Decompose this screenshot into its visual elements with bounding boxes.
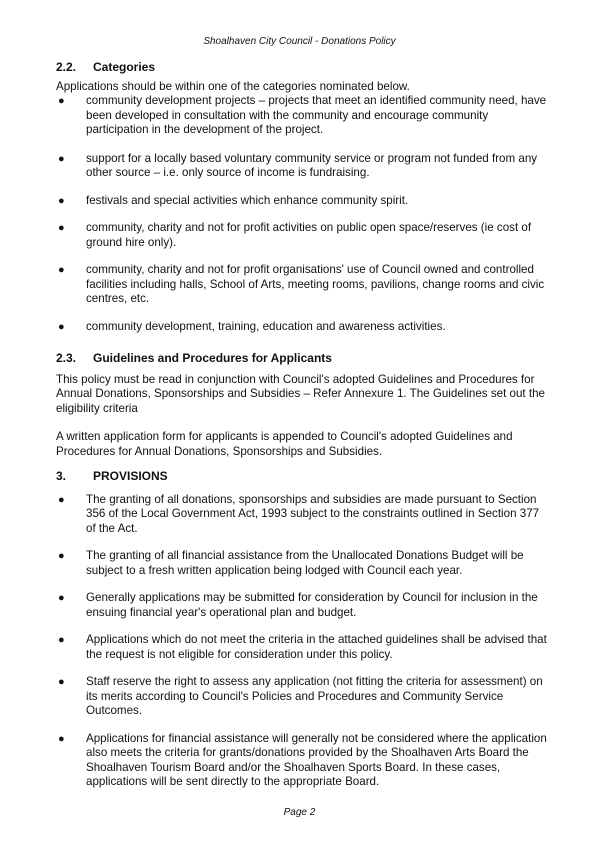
bullet-icon: ● (58, 95, 65, 107)
page-number: Page 2 (283, 807, 316, 818)
bullet-icon: ● (58, 152, 65, 165)
list-item: ● community, charity and not for profit activities on public open space/reserves (ie cost of ground hire only). (58, 221, 532, 249)
section-2-3-heading (56, 351, 548, 366)
categories-intro: Applications should be within one of the categories nominated below. (56, 79, 410, 93)
guidelines-paragraph-2: A written application form for applicants is appended to Council's adopted Guidelines and Procedures for Annual Donations, Sponsorships and Subsidies. (56, 430, 513, 458)
bullet-icon: ● (58, 676, 65, 688)
document-body (56, 60, 548, 790)
categories-list (56, 94, 548, 334)
section-3-heading (56, 469, 548, 484)
guidelines-paragraph-1: This policy must be read in conjunction with Council's adopted Guidelines and Procedures for Annual Donations, Sponsorships and Subsidies – Refer Annexure 1. The Guidelines set out the eligibility criteria (56, 372, 545, 415)
page-header: Shoalhaven City Council - Donations Policy (203, 36, 396, 47)
list-item: ● The granting of all financial assistance from the Unallocated Donations Budget will be subject to a fresh written application being lodged with Council each year. (58, 549, 524, 577)
list-item: ● Staff reserve the right to assess any application (not fitting the criteria for assessment) on its merits according to Council's Policies and Procedures and Community Service Outcomes. (58, 675, 543, 717)
provisions-list (56, 493, 548, 790)
list-item: ● support for a locally based voluntary community service or program not funded from any other source – i.e. only source of income is fundraising. (58, 151, 538, 179)
list-item: ● community development projects – projects that meet an identified community need, have been developed in consultation with the community and encourage community participation in the development of the project. (58, 94, 547, 136)
bullet-icon: ● (58, 222, 65, 234)
bullet-icon: ● (58, 592, 65, 604)
section-title: Categories (93, 60, 156, 74)
bullet-icon: ● (58, 493, 65, 506)
bullet-icon: ● (58, 264, 65, 276)
list-item: ● The granting of all donations, sponsorships and subsidies are made pursuant to Section 356 of the Local Government Act, 1993 subject to the constraints outlined in Section 377 of the Act. (58, 492, 540, 535)
bullet-icon: ● (58, 194, 65, 207)
section-title: Guidelines and Procedures for Applicants (93, 351, 332, 365)
bullet-icon: ● (58, 732, 65, 745)
section-number: 3. (56, 469, 67, 483)
bullet-icon: ● (58, 320, 65, 333)
list-item: ● Generally applications may be submitted for consideration by Council for inclusion in the ensuing financial year's operational plan and budget. (58, 591, 538, 619)
section-2-2-heading (56, 60, 548, 75)
bullet-icon: ● (58, 634, 65, 646)
bullet-icon: ● (58, 550, 65, 562)
list-item: ● community, charity and not for profit organisations' use of Council owned and controlled facilities including halls, School of Arts, meeting rooms, pavilions, change rooms and civic centres, etc. (58, 263, 545, 305)
list-item: ● Applications for financial assistance will generally not be considered where the application also meets the criteria for grants/donations provided by the Shoalhaven Arts Board the Shoalhaven Tourism Board and/or the Shoalhaven Sports Board. In these cases, applications will be sent directly to the appropriate Board. (58, 731, 547, 788)
list-item: ● festivals and special activities which enhance community spirit. (58, 193, 409, 207)
list-item: ● Applications which do not meet the criteria in the attached guidelines shall be advised that the request is not eligible for consideration under this policy. (58, 633, 547, 661)
section-number: 2.2. (56, 60, 77, 74)
list-item: ● community development, training, education and awareness activities. (58, 319, 446, 333)
section-title: PROVISIONS (93, 469, 168, 483)
section-number: 2.3. (56, 351, 77, 365)
